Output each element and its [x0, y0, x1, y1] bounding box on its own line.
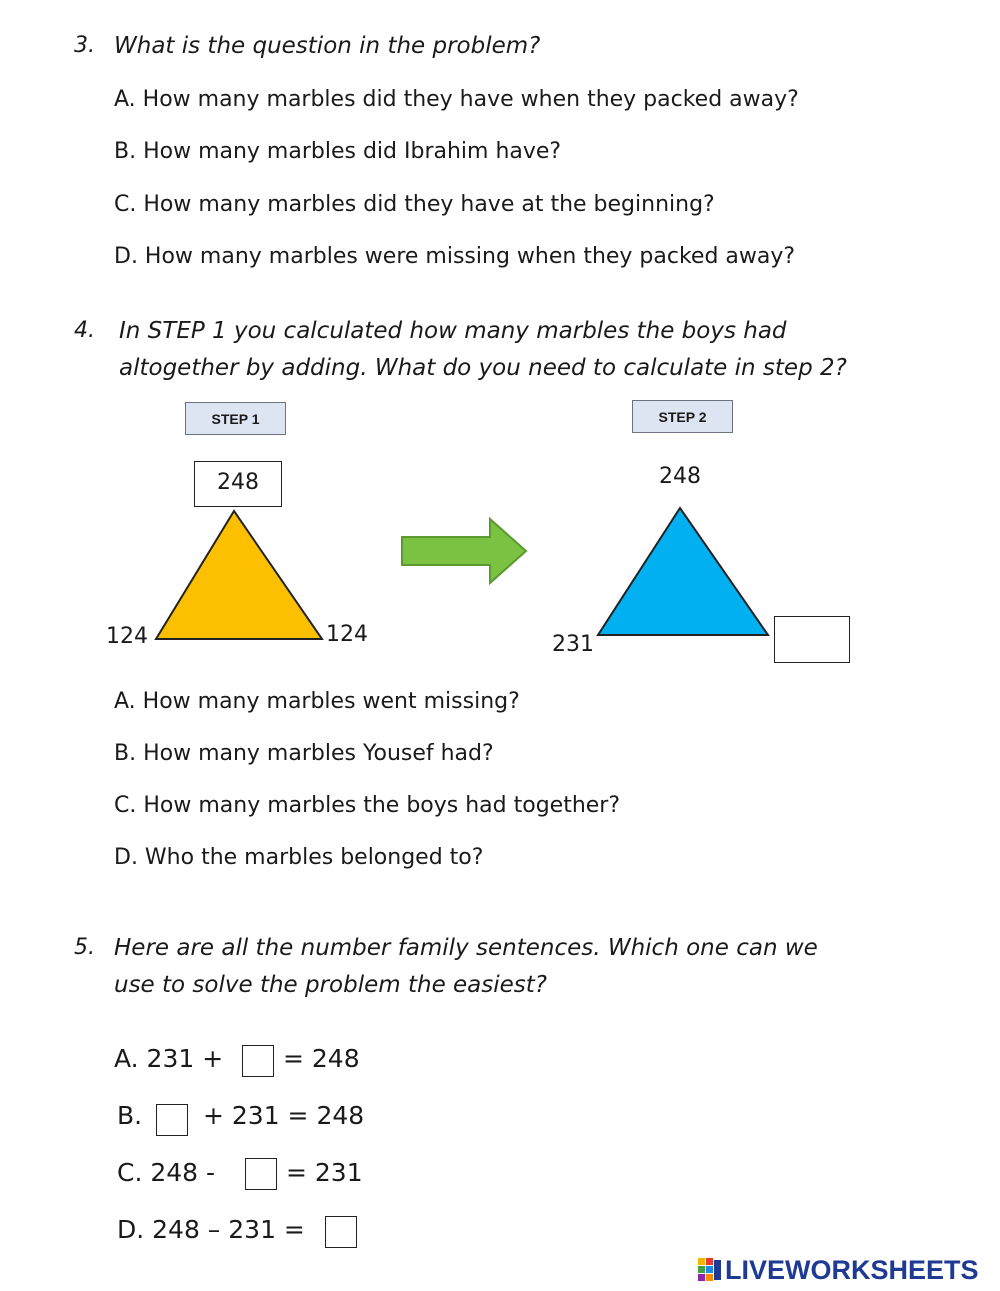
q5-number: 5. — [74, 935, 95, 960]
q3-option-b[interactable]: B. How many marbles did Ibrahim have? — [114, 139, 562, 164]
step1-label: STEP 1 — [185, 402, 286, 435]
step2-top-value: 248 — [659, 464, 701, 489]
step2-left-value: 231 — [552, 632, 594, 657]
q3-option-a[interactable]: A. How many marbles did they have when they packed away? — [114, 87, 799, 112]
step1-triangle-shape — [156, 511, 322, 639]
q5-option-a-suffix: = 248 — [283, 1044, 360, 1073]
q5-option-c-prefix: C. 248 - — [117, 1158, 216, 1187]
liveworksheets-logo — [697, 1253, 997, 1287]
step2-answer-box[interactable] — [774, 616, 850, 663]
step2-triangle-shape — [598, 508, 768, 635]
q5-option-c-suffix: = 231 — [286, 1158, 363, 1187]
step1-triangle — [150, 505, 330, 645]
step1-right-value: 124 — [326, 622, 368, 647]
q5-option-b-box[interactable] — [156, 1104, 188, 1136]
liveworksheets-logo-icon — [697, 1256, 723, 1284]
q4-option-c[interactable]: C. How many marbles the boys had together? — [114, 793, 621, 818]
step1-left-value: 124 — [106, 624, 148, 649]
step2-triangle — [592, 503, 776, 641]
liveworksheets-logo-text: LIVEWORKSHEETS — [725, 1254, 979, 1285]
q5-question-line1: Here are all the number family sentences. Which one can we — [114, 935, 818, 961]
q3-number: 3. — [74, 33, 95, 58]
q3-option-c[interactable]: C. How many marbles did they have at the beginning? — [114, 192, 715, 217]
q4-option-a[interactable]: A. How many marbles went missing? — [114, 689, 520, 714]
q4-question-line1: In STEP 1 you calculated how many marbles the boys had — [119, 318, 787, 344]
q5-option-b-prefix: B. — [117, 1101, 143, 1130]
right-arrow-icon — [398, 515, 532, 587]
q4-number: 4. — [74, 318, 95, 343]
step1-top-value: 248 — [217, 470, 259, 495]
q5-question-line2: use to solve the problem the easiest? — [114, 972, 548, 998]
q3-question: What is the question in the problem? — [114, 33, 541, 59]
q5-option-a-box[interactable] — [242, 1045, 274, 1077]
q5-option-d-prefix: D. 248 – 231 = — [117, 1215, 305, 1244]
q4-question-line2: altogether by adding. What do you need to calculate in step 2? — [119, 355, 847, 381]
q3-option-d[interactable]: D. How many marbles were missing when they packed away? — [114, 244, 796, 269]
q5-option-d-box[interactable] — [325, 1216, 357, 1248]
q5-option-c-box[interactable] — [245, 1158, 277, 1190]
q4-option-b[interactable]: B. How many marbles Yousef had? — [114, 741, 494, 766]
step2-label: STEP 2 — [632, 400, 733, 433]
arrow-shape — [402, 519, 526, 583]
q5-option-a-prefix: A. 231 + — [114, 1044, 224, 1073]
q5-option-b-suffix: + 231 = 248 — [203, 1101, 365, 1130]
q4-option-d[interactable]: D. Who the marbles belonged to? — [114, 845, 484, 870]
